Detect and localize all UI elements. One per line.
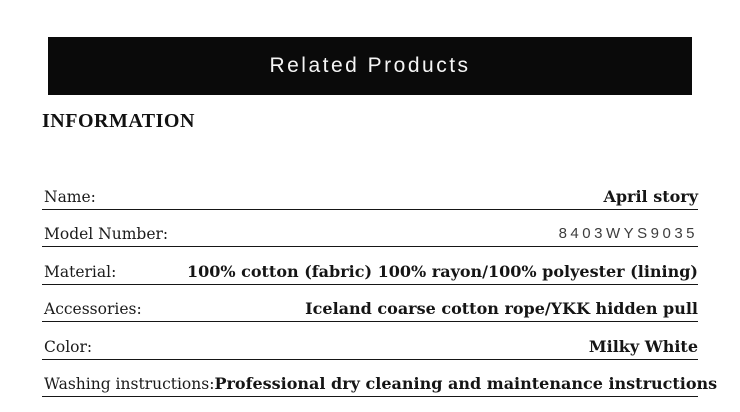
info-row-model-number: [42, 210, 698, 248]
info-label-color: Color:: [44, 337, 93, 356]
info-value-name: April story: [603, 186, 698, 206]
info-value-accessories: Iceland coarse cotton rope/YKK hidden pull: [305, 299, 698, 318]
info-value-washing-instructions: Professional dry cleaning and maintenance instructions: [214, 374, 718, 393]
info-label-model-number: Model Number:: [44, 225, 169, 243]
banner-title: Related Products: [269, 54, 471, 77]
product-info-table: [42, 172, 718, 397]
info-label-material: Material:: [44, 262, 117, 281]
info-label-washing-instructions: Washing instructions:: [44, 375, 215, 393]
info-value-color: Milky White: [588, 336, 698, 356]
info-row-color: [42, 322, 698, 360]
info-label-name: Name:: [44, 187, 96, 206]
information-heading: INFORMATION: [42, 110, 195, 132]
info-row-accessories: [42, 285, 698, 323]
info-value-material: 100% cotton (fabric) 100% rayon/100% polyester (lining): [186, 261, 698, 281]
info-value-model-number: 8403WYS9035: [558, 225, 698, 242]
info-row-name: [42, 172, 698, 210]
info-row-washing-instructions: [42, 360, 718, 398]
related-products-banner: [48, 37, 692, 95]
info-label-accessories: Accessories:: [44, 300, 142, 318]
info-row-material: [42, 247, 698, 285]
